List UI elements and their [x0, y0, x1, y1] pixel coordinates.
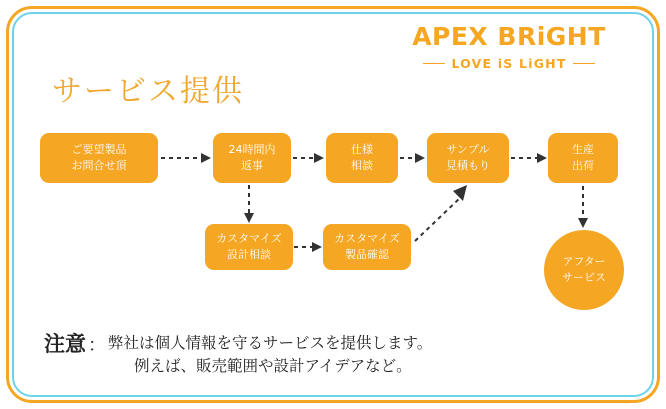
- flow-node-produce[interactable]: [548, 133, 618, 183]
- flow-node-produce-line2: 出荷: [572, 159, 594, 172]
- arrow-custom-confirm-to-sample: [411, 185, 471, 243]
- notice-block: [44, 330, 604, 379]
- flow-node-custom-confirm[interactable]: [323, 224, 411, 270]
- brand-tagline-row: [394, 56, 624, 71]
- arrow-custom-design-to-custom-confirm: [294, 240, 324, 254]
- flow-node-custom-design[interactable]: [205, 224, 293, 270]
- flow-node-spec-line1: 仕様: [351, 143, 373, 157]
- arrow-produce-to-after-service: [576, 186, 590, 230]
- brand-tagline: LOVE iS LiGHT: [451, 56, 567, 71]
- flow-node-produce-line1: 生産: [572, 143, 594, 157]
- flow-node-spec[interactable]: [326, 133, 398, 183]
- flow-node-sample[interactable]: [427, 133, 509, 183]
- flow-node-reply24-line1: 24時間内: [228, 143, 276, 157]
- tagline-rule-right: [573, 63, 595, 64]
- flow-node-inquiry-line1: ご要望製品: [71, 143, 127, 157]
- notice-colon: ：: [88, 335, 106, 356]
- flow-node-after-service-line2: サービス: [562, 271, 606, 284]
- flow-node-custom-confirm-line2: 製品確認: [345, 248, 389, 261]
- arrow-inquiry-to-reply24: [161, 151, 213, 165]
- flow-node-custom-confirm-line1: カスタマイズ: [334, 232, 400, 246]
- arrow-reply24-to-custom-design: [242, 185, 256, 225]
- arrow-spec-to-sample: [400, 151, 427, 165]
- flow-node-spec-line2: 相談: [351, 159, 373, 172]
- page-title: サービス提供: [52, 74, 244, 109]
- arrow-sample-to-produce: [511, 151, 549, 165]
- notice-line-2: 例えば、販売範囲や設計アイデアなど。: [134, 357, 412, 376]
- flow-node-custom-design-line1: カスタマイズ: [216, 232, 282, 246]
- flow-node-reply24[interactable]: [213, 133, 291, 183]
- arrow-reply24-to-spec: [293, 151, 326, 165]
- flow-node-inquiry[interactable]: [40, 133, 158, 183]
- flow-node-reply24-line2: 返事: [241, 159, 263, 172]
- flow-node-custom-design-line2: 設計相談: [227, 248, 271, 261]
- flow-node-after-service[interactable]: [544, 230, 624, 310]
- brand-logo: [394, 24, 624, 71]
- flow-node-sample-line2: 見積もり: [446, 159, 490, 172]
- notice-line-1: 弊社は個人情報を守るサービスを提供します。: [108, 334, 433, 352]
- notice-label: 注意: [44, 332, 86, 356]
- flow-node-inquiry-line2: お問合せ頂: [71, 159, 127, 172]
- brand-name: APEX BRiGHT: [412, 22, 606, 51]
- notice-body: [108, 330, 432, 379]
- flow-node-sample-line1: サンプル: [446, 143, 490, 157]
- tagline-rule-left: [423, 63, 445, 64]
- flow-node-after-service-line1: アフター: [562, 255, 606, 269]
